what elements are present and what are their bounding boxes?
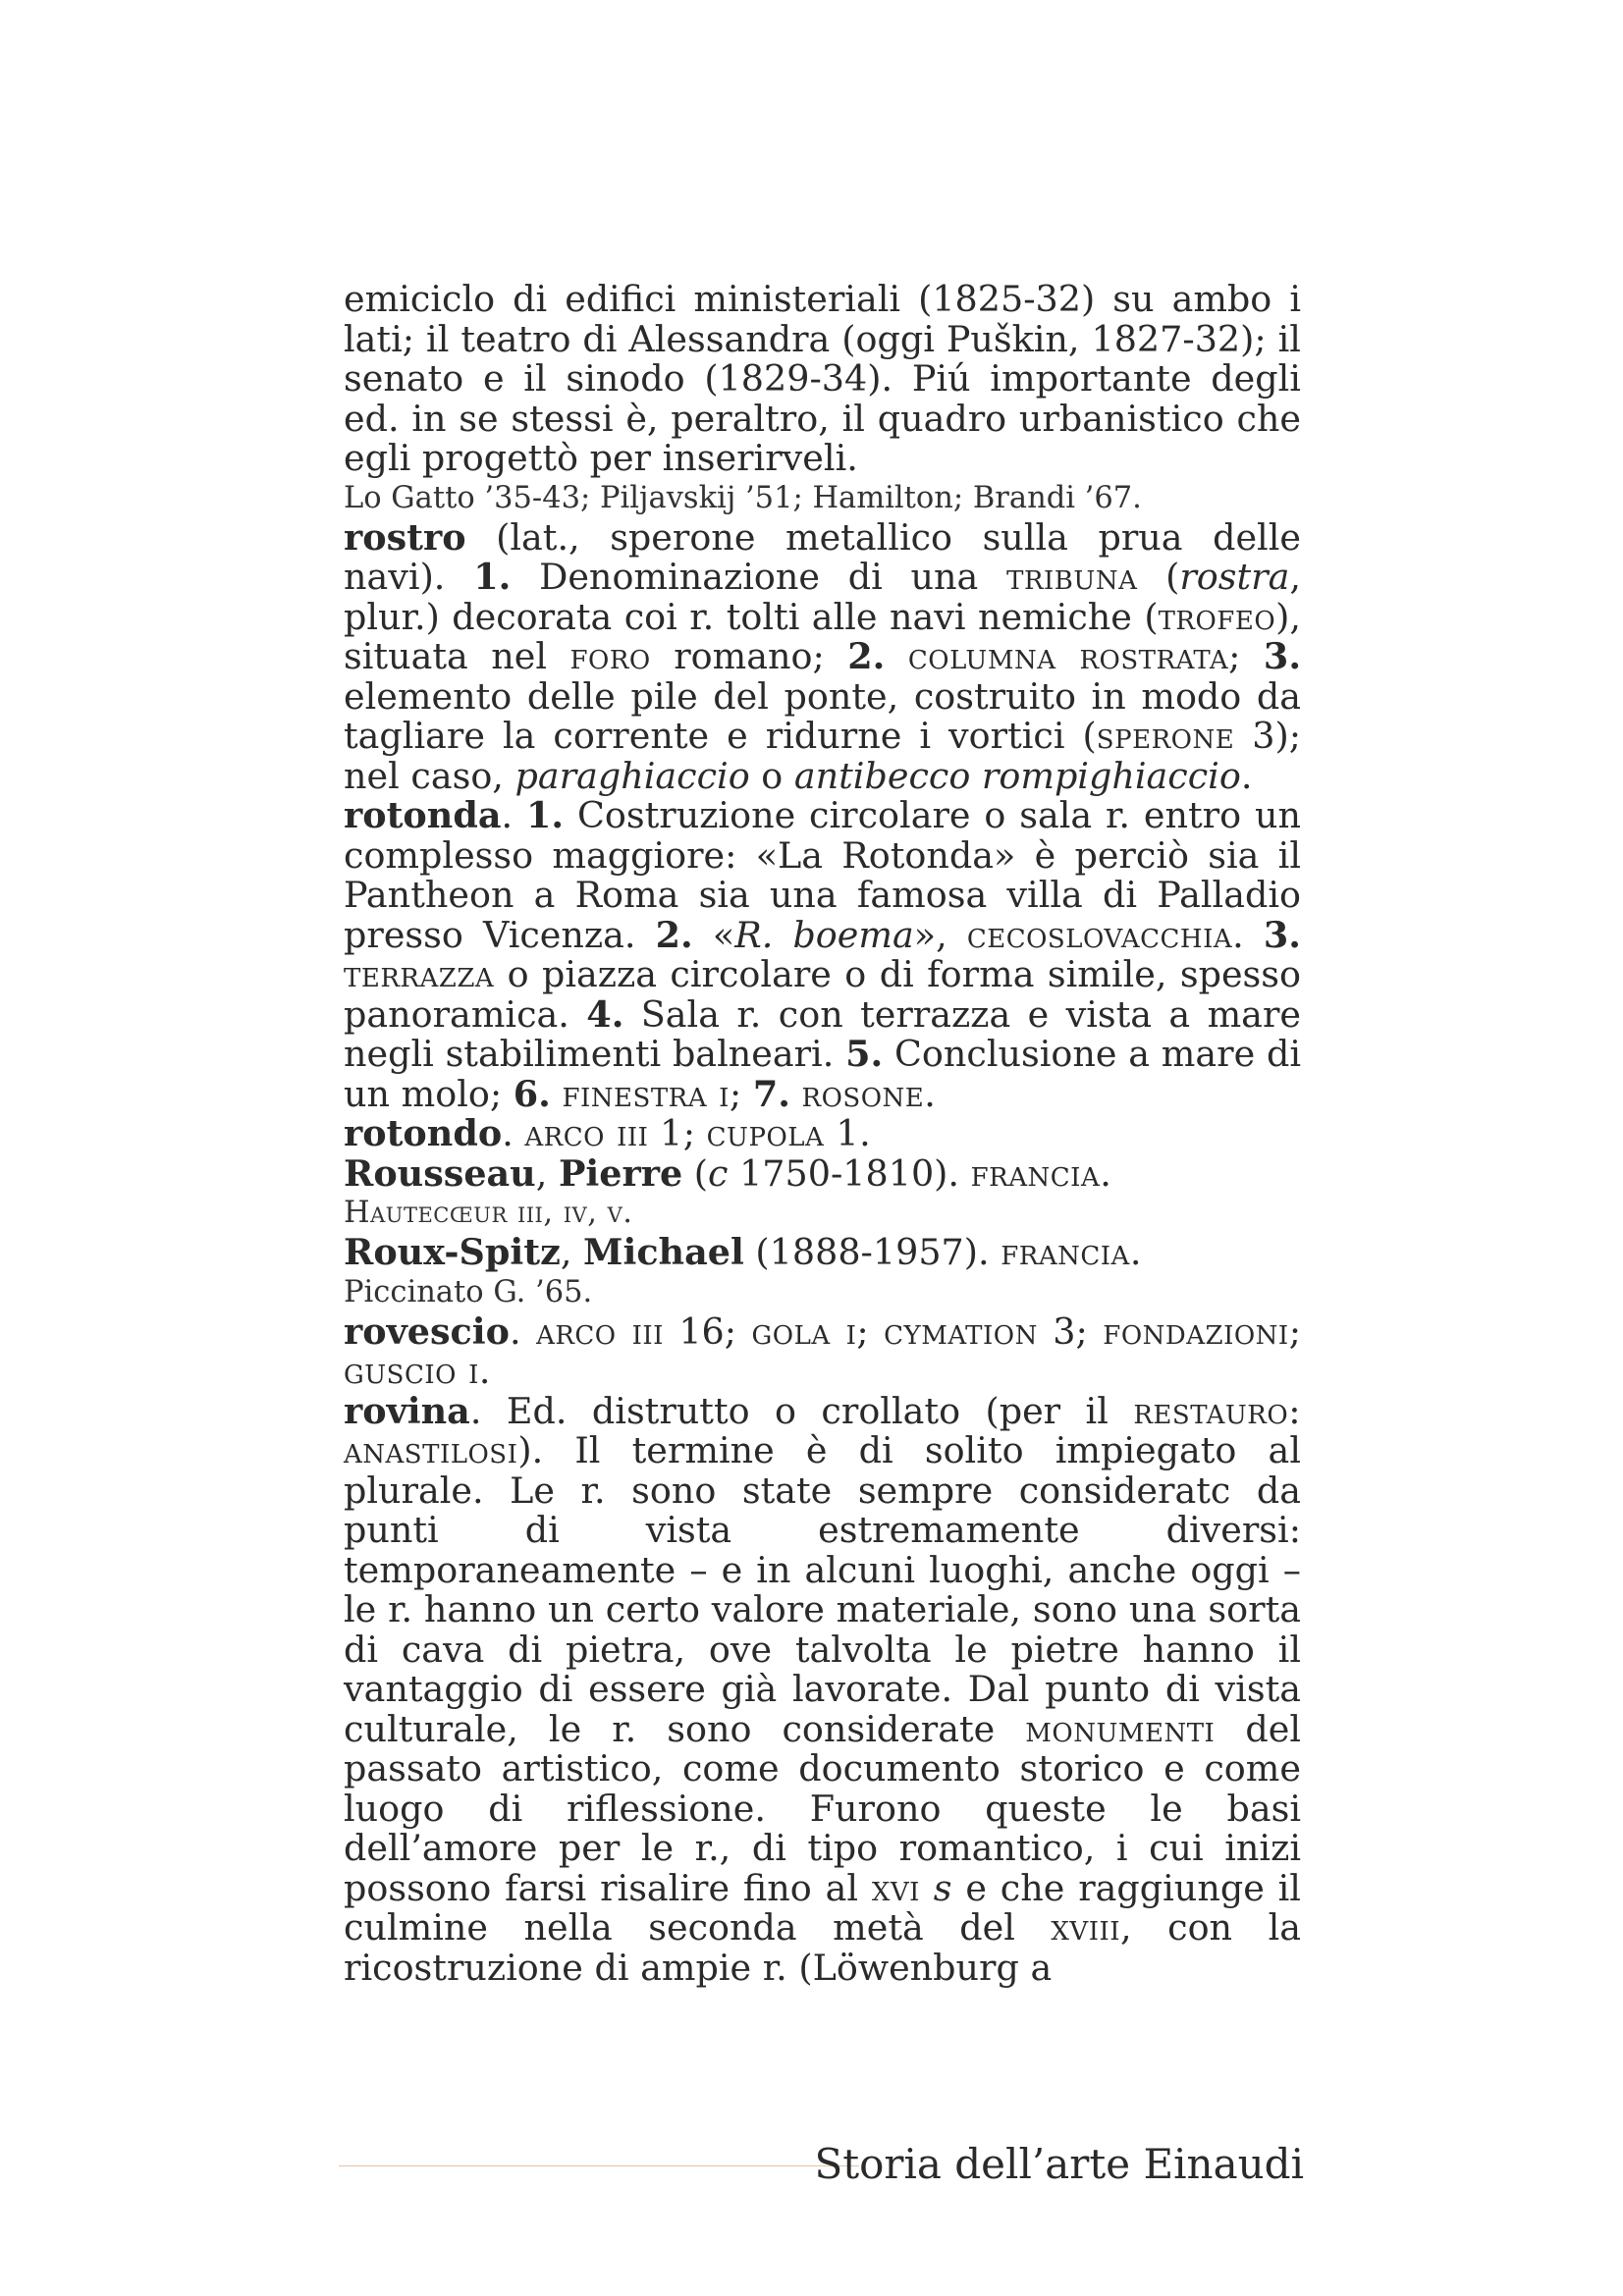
cross-reference: cecoslovacchia bbox=[966, 913, 1233, 956]
cross-reference: gola i bbox=[751, 1309, 857, 1353]
cross-reference: cymation bbox=[884, 1309, 1038, 1353]
entry-text: », bbox=[913, 913, 967, 956]
cross-reference: restauro: anastilosi bbox=[344, 1389, 1301, 1471]
headword: rostro bbox=[344, 515, 466, 559]
cross-reference: sperone bbox=[1096, 715, 1235, 757]
sense-number: 3. bbox=[1263, 913, 1301, 956]
entry-text: emiciclo di edifici ministeriali (1825-32) su ambo i lati; il teatro di Alessandra (oggi Puškin, 1827-32); il senato e il sinodo (1829-34). Piú importante degli ed. in se stessi è, peraltro, il quadro urbanistico che egli progettò per inserirveli. bbox=[344, 278, 1301, 479]
cross-reference: terrazza bbox=[344, 953, 495, 995]
cross-reference: trofeo bbox=[1158, 595, 1276, 638]
cross-reference: fondazioni bbox=[1103, 1309, 1289, 1353]
entry-text: ; bbox=[729, 1072, 753, 1115]
entry-text: ( bbox=[682, 1151, 709, 1195]
italic-term: paraghiaccio bbox=[514, 754, 750, 797]
sense-number: 1. bbox=[525, 794, 565, 836]
entry-rousseau bbox=[344, 1151, 1301, 1195]
cross-reference: arco iii bbox=[536, 1309, 664, 1353]
entry-text: ; bbox=[1288, 1309, 1301, 1353]
headword-forename: Michael bbox=[583, 1231, 744, 1273]
entry-text: , plur.) decorata coi r. tolti alle navi nemiche ( bbox=[344, 556, 1301, 638]
footer-rule bbox=[339, 2165, 859, 2166]
bibliography-text: Piccinato G. ’65. bbox=[344, 1274, 593, 1309]
entry-text: 3); nel caso, bbox=[344, 715, 1301, 797]
cross-reference: xviii bbox=[1051, 1906, 1121, 1949]
bibliography bbox=[344, 479, 1301, 518]
entry-text bbox=[551, 1073, 563, 1115]
entry-text: . bbox=[1129, 1231, 1142, 1273]
entry-roux-spitz bbox=[344, 1233, 1301, 1273]
cross-reference: cupola 1 bbox=[706, 1112, 860, 1154]
entry-rovina bbox=[344, 1389, 1302, 1989]
entry-text bbox=[648, 1112, 660, 1154]
entry-rotondo bbox=[344, 1114, 1301, 1154]
bibliography-text: Hautecœur iii, iv, v. bbox=[344, 1196, 633, 1230]
entry-text: romano; bbox=[650, 635, 848, 677]
cross-reference: francia bbox=[970, 1151, 1101, 1195]
entry-text: , bbox=[535, 1151, 559, 1195]
headword: rovescio bbox=[344, 1309, 510, 1353]
entry-text: elemento delle pile del ponte, costruito in modo da tagliare la corrente e ridurne i vortici ( bbox=[344, 674, 1301, 757]
sense-number: 5. bbox=[845, 1033, 884, 1075]
entry-text: Costruzione circolare o sala r. entro un complesso maggiore: «La Rotonda» è perciò sia il Pantheon a Roma sia una famosa villa di Palladio presso Vicenza. bbox=[344, 794, 1301, 956]
entry-text: ). Il termine è di solito impiegato al plurale. Le r. sono state sempre consideratc da punti di vista estremamente diversi: temporaneamente – e in alcuni luoghi, anche oggi – le r. hanno un certo valore materiale, sono una sorta di cava di pietra, ove talvolta le pietre hanno il vantaggio di essere già lavorate. Dal punto di vista culturale, le r. sono considerate bbox=[344, 1429, 1301, 1750]
entry-text: , bbox=[560, 1231, 584, 1273]
entry-text: , con la ricostruzione di ampie r. (Löwenburg a bbox=[344, 1906, 1302, 1989]
entry-text: 16; bbox=[663, 1309, 752, 1353]
bibliography-text: Lo Gatto ’35-43; Piljavskij ’51; Hamilton; Brandi ’67. bbox=[344, 480, 1142, 515]
entry-text: 3; bbox=[1037, 1309, 1104, 1353]
cross-reference: tribuna bbox=[1006, 556, 1138, 598]
entry-rovescio bbox=[344, 1309, 1301, 1392]
headword: rovina bbox=[344, 1389, 470, 1432]
cross-reference: francia bbox=[1001, 1231, 1130, 1273]
italic-term: c bbox=[708, 1151, 729, 1195]
entry-text: e che raggiunge il culmine nella seconda metà del bbox=[344, 1866, 1301, 1949]
text-column bbox=[344, 280, 1301, 1988]
entry-text: o bbox=[749, 754, 794, 797]
headword: Rousseau bbox=[344, 1151, 536, 1195]
entry-text: ( bbox=[1137, 556, 1180, 598]
entry-text bbox=[790, 1073, 802, 1115]
sense-number: 1. bbox=[473, 556, 512, 598]
cross-reference: finestra i bbox=[562, 1072, 730, 1115]
entry-text: . bbox=[501, 794, 526, 836]
sense-number: 3. bbox=[1263, 635, 1302, 677]
entry-text: Denominazione di una bbox=[511, 556, 1007, 598]
entry-rostro bbox=[344, 515, 1302, 797]
entry-text: . bbox=[924, 1072, 936, 1115]
entry-text: Conclusione a mare di un molo; bbox=[344, 1033, 1301, 1115]
italic-term: R. boema bbox=[734, 913, 914, 956]
headword: rotondo bbox=[344, 1112, 503, 1154]
cross-reference: monumenti bbox=[1025, 1707, 1216, 1750]
footer-publisher: Storia dell’arte Einaudi bbox=[814, 2140, 1304, 2188]
italic-term: rostra bbox=[1179, 556, 1290, 598]
entry-text: . bbox=[1100, 1151, 1111, 1195]
headword-forename: Pierre bbox=[558, 1151, 683, 1195]
cross-reference: 1 bbox=[660, 1112, 683, 1154]
entry-text: 1750-1810). bbox=[728, 1151, 971, 1195]
entry-text: . bbox=[502, 1112, 525, 1154]
entry-text: ; bbox=[682, 1112, 707, 1154]
cross-reference: arco iii bbox=[524, 1112, 649, 1154]
sense-number: 2. bbox=[655, 913, 693, 956]
headword: rotonda bbox=[344, 794, 502, 836]
entry-text: (1888-1957). bbox=[743, 1231, 1001, 1273]
entry-text: « bbox=[692, 913, 735, 956]
entry-text: ; bbox=[856, 1309, 885, 1353]
sense-number: 6. bbox=[513, 1072, 551, 1115]
bibliography bbox=[344, 1194, 1301, 1233]
sense-number: 7. bbox=[752, 1072, 790, 1115]
entry-text: Sala r. con terrazza e vista a mare negli stabilimenti balneari. bbox=[344, 992, 1301, 1075]
entry-text: . bbox=[1240, 754, 1253, 797]
sense-number: 4. bbox=[586, 992, 624, 1036]
italic-term: antibecco rompighiaccio bbox=[793, 754, 1241, 797]
entry-text bbox=[885, 635, 907, 677]
cross-reference: guscio i bbox=[344, 1350, 479, 1392]
entry-text: . Ed. distrutto o crollato (per il bbox=[469, 1389, 1134, 1432]
entry-text: . bbox=[1232, 913, 1264, 956]
entry-continuation bbox=[344, 280, 1301, 479]
entry-text: . bbox=[478, 1350, 491, 1392]
headword: Roux-Spitz bbox=[344, 1231, 561, 1273]
entry-text: o piazza circolare o di forma simile, spesso panoramica. bbox=[344, 953, 1301, 1036]
entry-text: . bbox=[510, 1309, 537, 1353]
entry-text bbox=[920, 1867, 934, 1909]
cross-reference: rosone bbox=[801, 1072, 925, 1115]
italic-term: s bbox=[933, 1866, 952, 1909]
entry-text: ), situata nel bbox=[344, 595, 1301, 677]
entry-text: (lat., sperone metallico sulla prua delle navi). bbox=[344, 515, 1301, 598]
sense-number: 2. bbox=[847, 635, 886, 677]
entry-text: ; bbox=[1228, 635, 1264, 677]
cross-reference: foro bbox=[569, 635, 651, 677]
entry-text: . bbox=[859, 1112, 871, 1154]
bibliography bbox=[344, 1273, 1301, 1312]
entry-rotonda bbox=[344, 796, 1301, 1114]
cross-reference: xvi bbox=[871, 1866, 920, 1909]
cross-reference: columna rostrata bbox=[907, 635, 1229, 677]
entry-text: del passato artistico, come documento storico e come luogo di riflessione. Furono queste le basi dell’amore per le r., di tipo romantico, i cui inizi possono farsi risalire fino al bbox=[344, 1707, 1302, 1909]
